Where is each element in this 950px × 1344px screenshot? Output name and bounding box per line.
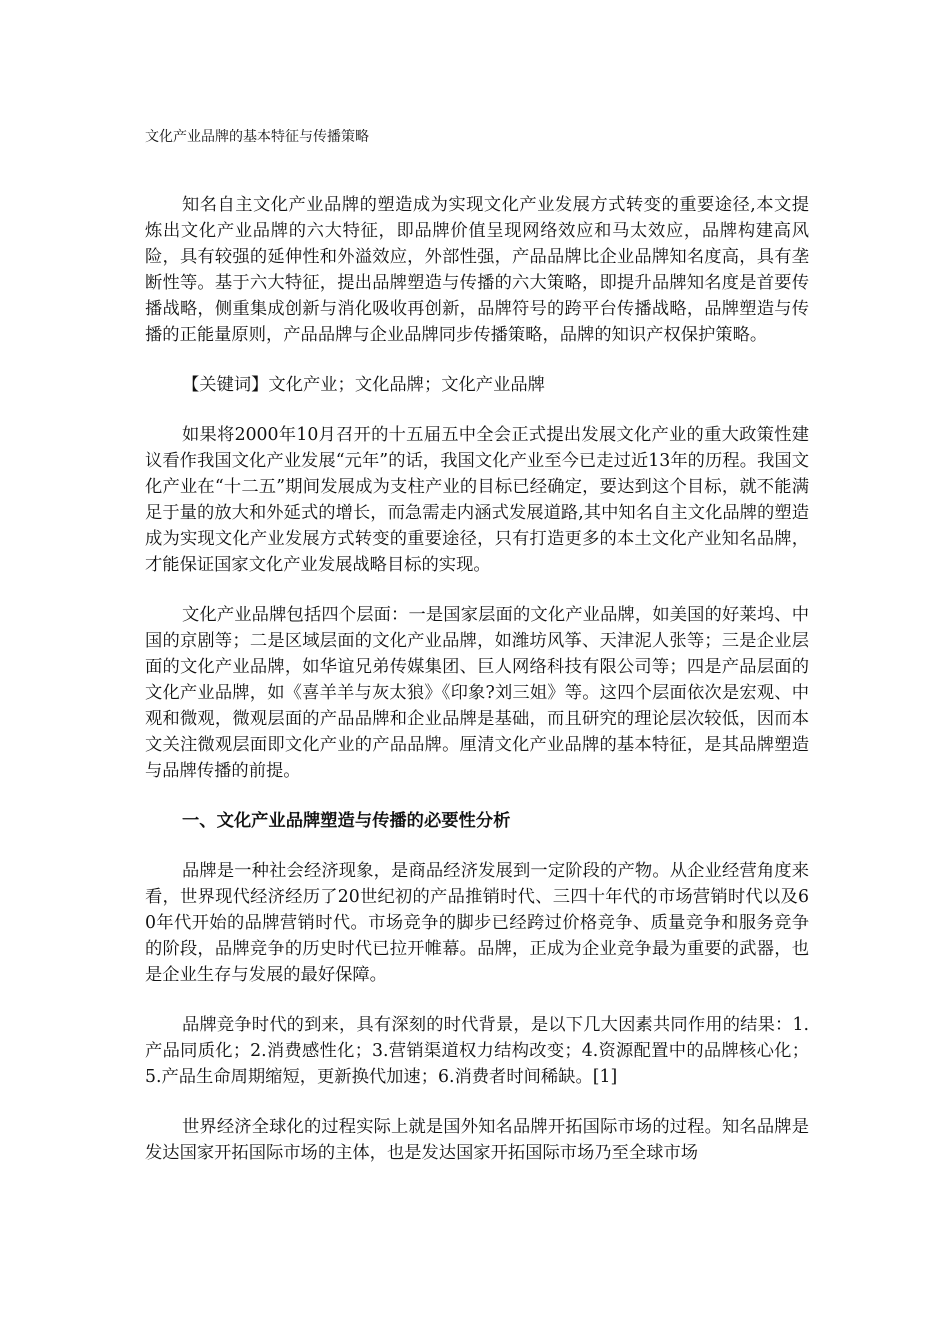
- keywords-line: 【关键词】文化产业；文化品牌；文化产业品牌: [182, 375, 545, 395]
- document-body: [145, 192, 809, 1190]
- body-paragraph-1: 如果将2000年10月召开的十五届五中全会正式提出发展文化产业的重大政策性建议看作我国文化产业发展“元年”的话，我国文化产业至今已走过近13年的历程。我国文化产业在“十二五”期间发展成为支柱产业的目标已经确定，要达到这个目标，就不能满足于量的放大和外延式的增长，而急需走内涵式发展道路,其中知名自主文化品牌的塑造成为实现文化产业发展方式转变的重要途径，只有打造更多的本土文化产业知名品牌，才能保证国家文化产业发展战略目标的实现。: [145, 425, 809, 575]
- body-paragraph-5: 世界经济全球化的过程实际上就是国外知名品牌开拓国际市场的过程。知名品牌是发达国家开拓国际市场的主体，也是发达国家开拓国际市场乃至全球市场: [145, 1117, 809, 1163]
- abstract-paragraph: 知名自主文化产业品牌的塑造成为实现文化产业发展方式转变的重要途径,本文提炼出文化产业品牌的六大特征，即品牌价值呈现网络效应和马太效应，品牌构建高风险，具有较强的延伸性和外溢效应，外部性强，产品品牌比企业品牌知名度高，具有垄断性等。基于六大特征，提出品牌塑造与传播的六大策略，即提升品牌知名度是首要传播战略，侧重集成创新与消化吸收再创新，品牌符号的跨平台传播战略，品牌塑造与传播的正能量原则，产品品牌与企业品牌同步传播策略，品牌的知识产权保护策略。: [145, 195, 809, 345]
- document-title: 文化产业品牌的基本特征与传播策略: [145, 129, 369, 145]
- body-paragraph-2: 文化产业品牌包括四个层面：一是国家层面的文化产业品牌，如美国的好莱坞、中国的京剧等；二是区域层面的文化产业品牌，如潍坊风筝、天津泥人张等；三是企业层面的文化产业品牌，如华谊兄弟传媒集团、巨人网络科技有限公司等；四是产品层面的文化产业品牌，如《喜羊羊与灰太狼》《印象?刘三姐》等。这四个层面依次是宏观、中观和微观，微观层面的产品品牌和企业品牌是基础，而且研究的理论层次较低，因而本文关注微观层面即文化产业的产品品牌。厘清文化产业品牌的基本特征，是其品牌塑造与品牌传播的前提。: [145, 605, 809, 781]
- section-heading-1: 一、文化产业品牌塑造与传播的必要性分析: [182, 811, 511, 831]
- body-paragraph-3: 品牌是一种社会经济现象，是商品经济发展到一定阶段的产物。从企业经营角度来看，世界现代经济经历了20世纪初的产品推销时代、三四十年代的市场营销时代以及60年代开始的品牌营销时代。市场竞争的脚步已经跨过价格竞争、质量竞争和服务竞争的阶段，品牌竞争的历史时代已拉开帷幕。品牌，正成为企业竞争最为重要的武器，也是企业生存与发展的最好保障。: [145, 861, 809, 985]
- body-paragraph-4: 品牌竞争时代的到来，具有深刻的时代背景，是以下几大因素共同作用的结果：1.产品同质化；2.消费感性化；3.营销渠道权力结构改变；4.资源配置中的品牌核心化；5.产品生命周期缩短，更新换代加速；6.消费者时间稀缺。[1]: [145, 1015, 809, 1087]
